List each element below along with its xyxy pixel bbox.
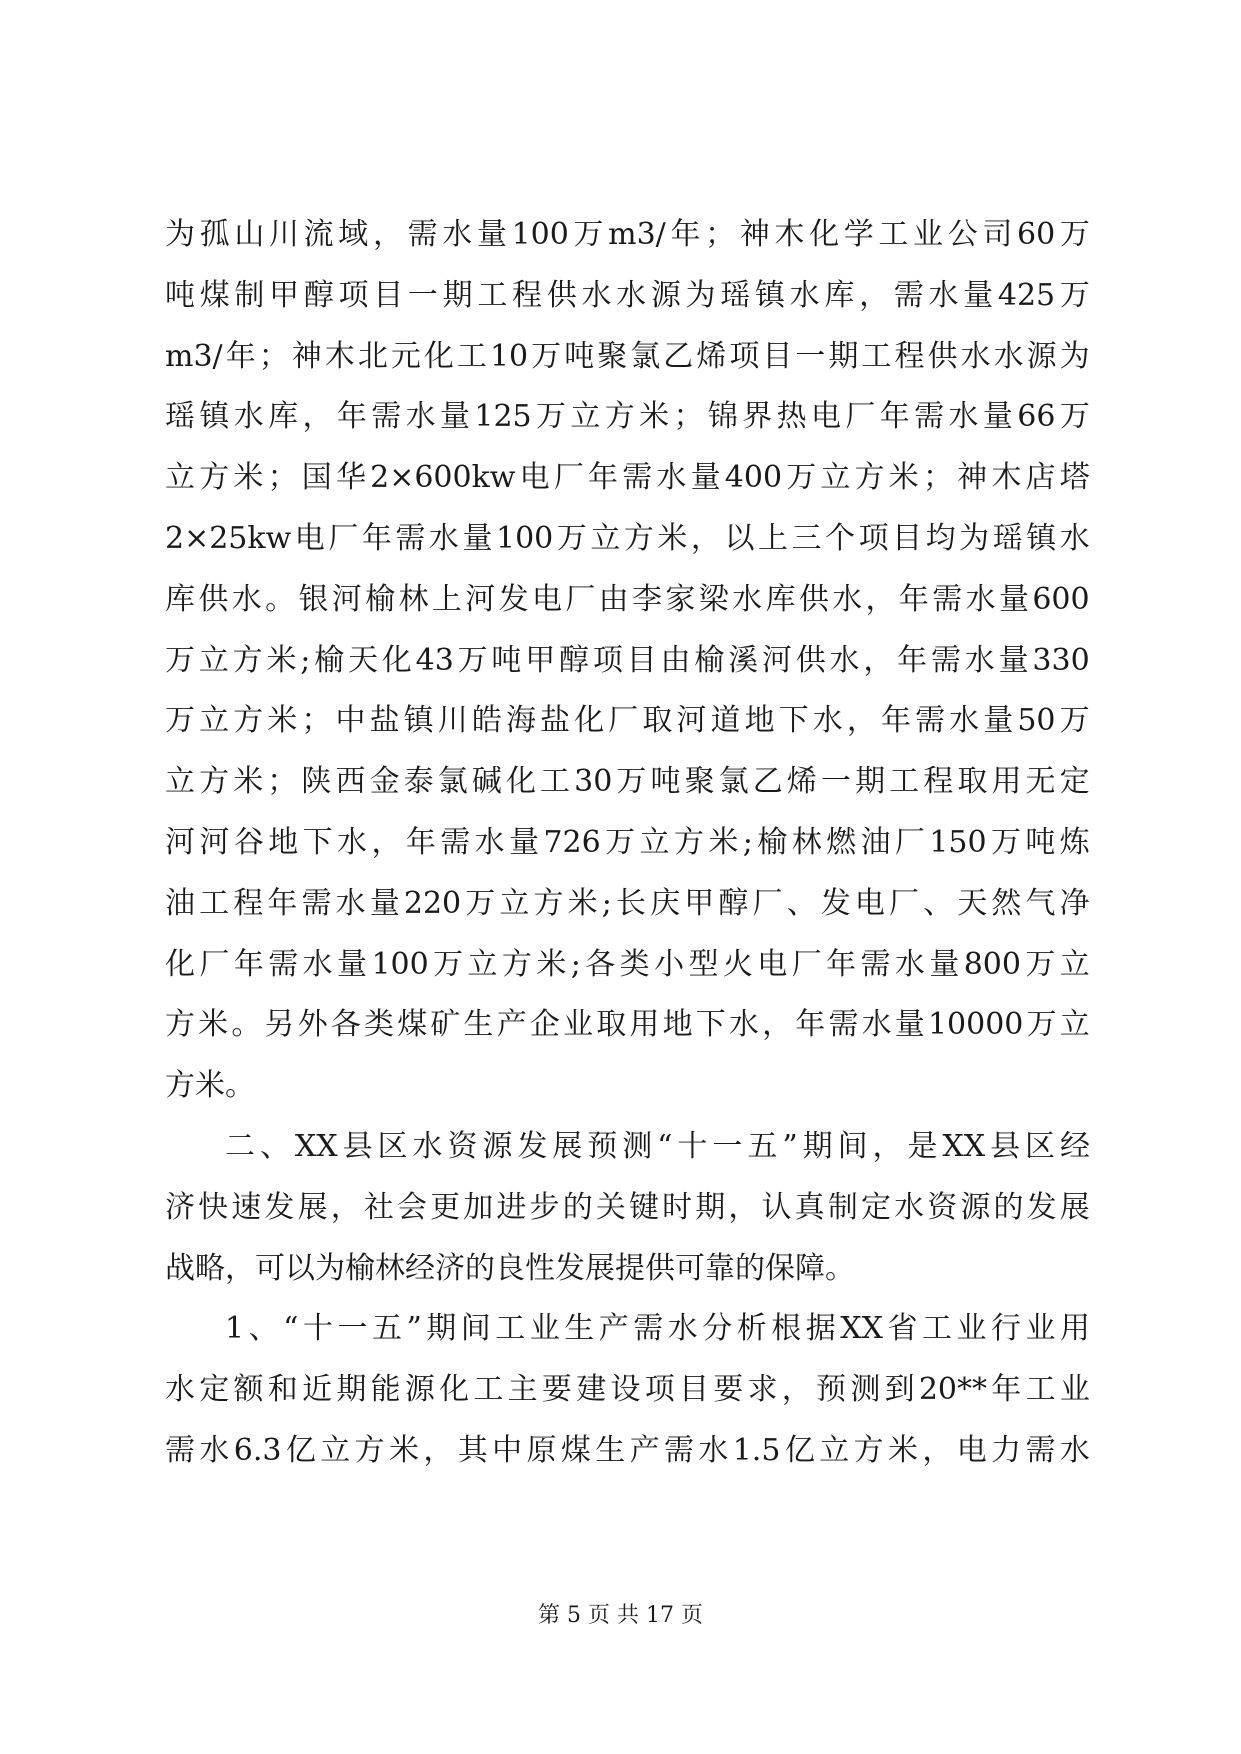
text-line: 万 立 方 米 ; 榆 天 化 43 万 吨 甲 醇 项 目 由 榆 溪 河 供 水 ， 年 需 水 量 330 (165, 642, 1090, 678)
text-line: 油 工 程 年 需 水 量 220 万 立 方 米 ; 长 庆 甲 醇 厂 、 发 电 厂 、 天 然 气 净 (165, 885, 1090, 921)
text-line: 方 米 。 另 外 各 类 煤 矿 生 产 企 业 取 用 地 下 水 ， 年 需 水 量 10000 万 立 (165, 1007, 1090, 1043)
text-line: 化 厂 年 需 水 量 100 万 立 方 米 ; 各 类 小 型 火 电 厂 年 需 水 量 800 万 立 (165, 946, 1090, 982)
text-line: 吨 煤 制 甲 醇 项 目 一 期 工 程 供 水 水 源 为 瑶 镇 水 库 ， 需 水 量 425 万 (165, 277, 1090, 313)
text-line: 库 供 水 。 银 河 榆 林 上 河 发 电 厂 由 李 家 梁 水 库 供 水 ， 年 需 水 量 600 (165, 581, 1090, 617)
text-line: 瑶 镇 水 库 ， 年 需 水 量 125 万 立 方 米 ； 锦 界 热 电 厂 年 需 水 量 66 万 (165, 399, 1090, 435)
text-line: 立 方 米 ； 国 华 2×600kw 电 厂 年 需 水 量 400 万 立 方 米 ； 神 木 店 塔 (165, 460, 1090, 496)
text-line: 方米。 (165, 1068, 255, 1104)
text-line: 战略，可以为榆林经济的良性发展提供可靠的保障。 (165, 1250, 855, 1286)
text-line: m3/ 年 ； 神 木 北 元 化 工 10 万 吨 聚 氯 乙 烯 项 目 一 期 工 程 供 水 水 源 为 (165, 338, 1090, 374)
text-line: 河 河 谷 地 下 水 ， 年 需 水 量 726 万 立 方 米 ; 榆 林 燃 油 厂 150 万 吨 炼 (165, 824, 1090, 860)
text-line: 万 立 方 米 ； 中 盐 镇 川 皓 海 盐 化 厂 取 河 道 地 下 水 ， 年 需 水 量 50 万 (165, 703, 1090, 739)
text-line: 水 定 额 和 近 期 能 源 化 工 主 要 建 设 项 目 要 求 ， 预 测 到 20** 年 工 业 (165, 1372, 1090, 1408)
page-number-footer: 第 5 页 共 17 页 (538, 1603, 703, 1628)
text-line: 立 方 米 ； 陕 西 金 泰 氯 碱 化 工 30 万 吨 聚 氯 乙 烯 一 期 工 程 取 用 无 定 (165, 764, 1090, 800)
document-body (165, 205, 1090, 1482)
text-line: 需 水 6.3 亿 立 方 米 ， 其 中 原 煤 生 产 需 水 1.5 亿 立 方 米 ， 电 力 需 水 (165, 1432, 1090, 1468)
text-line: 2×25kw 电 厂 年 需 水 量 100 万 立 方 米 ， 以 上 三 个 项 目 均 为 瑶 镇 水 (165, 520, 1090, 556)
text-line: 1 、 “ 十 一 五 ” 期 间 工 业 生 产 需 水 分 析 根 据 XX 省 工 业 行 业 用 (225, 1311, 1090, 1347)
text-line: 二 、 XX 县 区 水 资 源 发 展 预 测 “ 十 一 五 ” 期 间 ， 是 XX 县 区 经 (225, 1128, 1090, 1164)
text-line: 为 孤 山 川 流 域 ， 需 水 量 100 万 m3/ 年 ； 神 木 化 学 工 业 公 司 60 万 (165, 217, 1090, 252)
text-line: 济 快 速 发 展 ， 社 会 更 加 进 步 的 关 键 时 期 ， 认 真 制 定 水 资 源 的 发 展 (165, 1189, 1090, 1225)
